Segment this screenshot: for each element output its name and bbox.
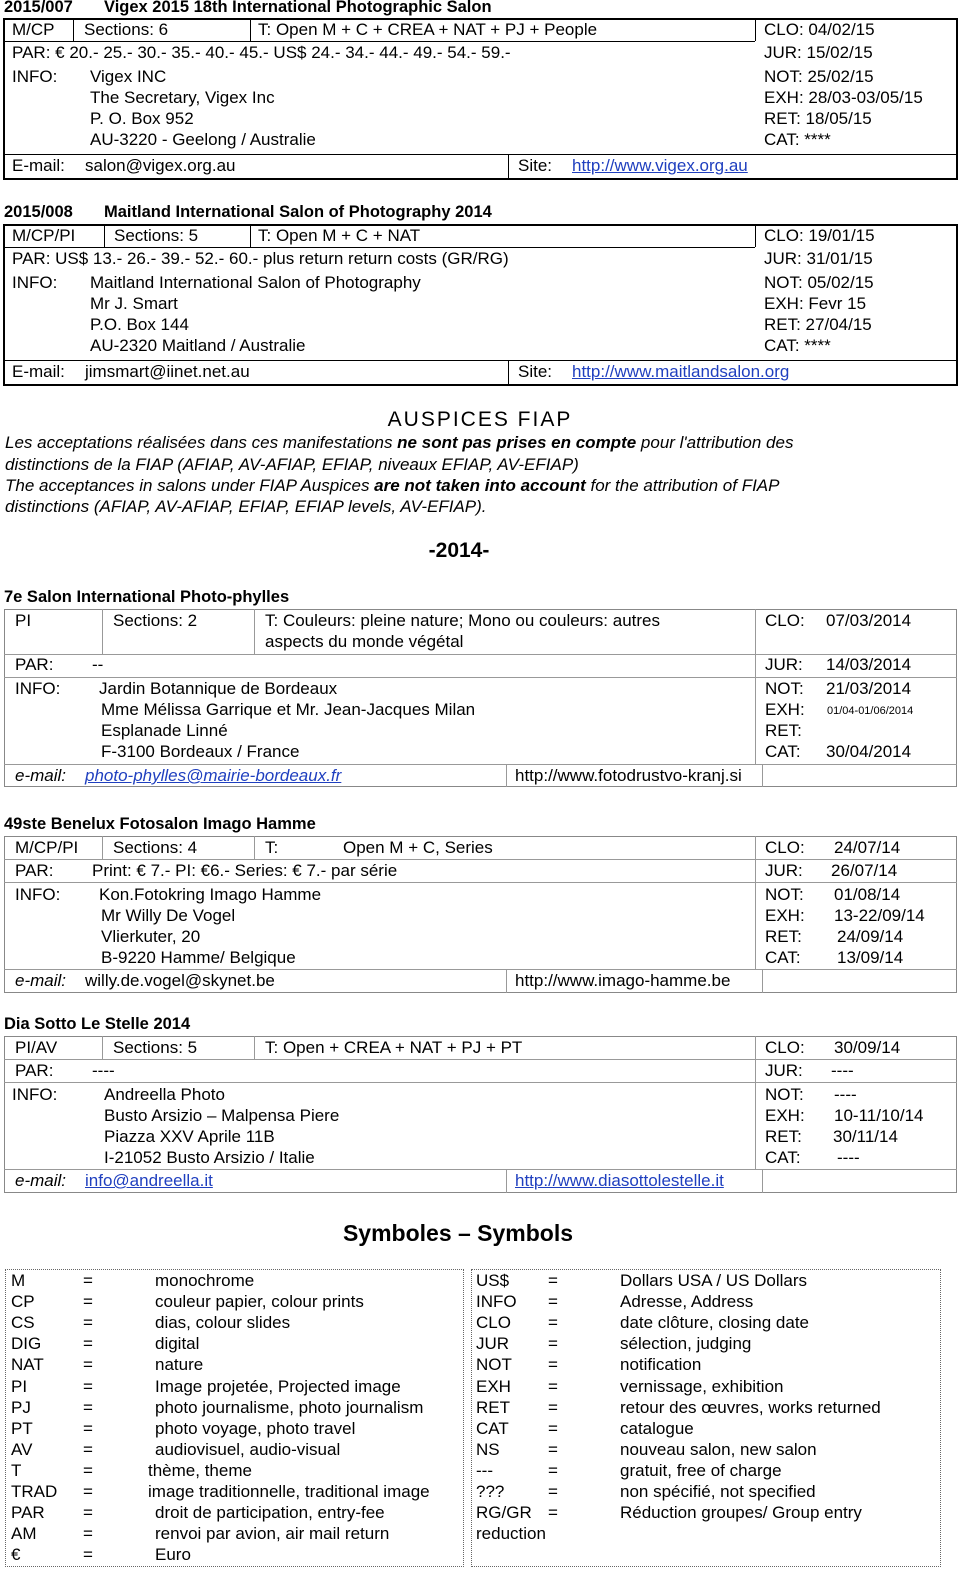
salon4-clo-label: CLO: <box>765 838 805 857</box>
salon3-themes-1: T: Couleurs: pleine nature; Mono ou couleurs: autres <box>265 611 661 630</box>
salon3-info-line: F-3100 Bordeaux / France <box>101 742 300 761</box>
salon1-cat: M/CP <box>12 20 55 39</box>
salon4-clo: 24/07/14 <box>834 838 901 857</box>
symbol-right-eq: = <box>548 1439 558 1459</box>
salon2-col-line <box>755 224 756 247</box>
salon1-jur: JUR: 15/02/15 <box>764 43 873 62</box>
symbol-right-eq: = <box>548 1271 558 1290</box>
salon3-title: 7e Salon International Photo-phylles <box>4 588 290 606</box>
salon2-jur: JUR: 31/01/15 <box>764 249 873 268</box>
salon2-email[interactable]: jimsmart@iinet.net.au <box>85 362 250 381</box>
salon4-email-label: e-mail: <box>15 971 67 990</box>
symbol-right-desc: Réduction groupes/ Group entry <box>620 1503 862 1523</box>
symbol-left-abbr: PAR <box>11 1503 45 1523</box>
symbols-title: Symboles – Symbols <box>342 1220 574 1246</box>
salon4-cat2: 13/09/14 <box>837 948 904 967</box>
salon3-info-label: INFO: <box>15 679 61 698</box>
symbol-left-eq: = <box>83 1482 93 1501</box>
salon2-clo: CLO: 19/01/15 <box>764 226 875 245</box>
salon4-info-line: Kon.Fotokring Imago Hamme <box>99 885 322 904</box>
salon5-row-line <box>4 1082 957 1083</box>
symbol-right-eq: = <box>548 1313 558 1333</box>
symbol-left-abbr: PI <box>11 1376 28 1396</box>
symbol-left-eq: = <box>83 1313 93 1333</box>
salon3-not: 21/03/2014 <box>826 679 912 698</box>
salon3-clo: 07/03/2014 <box>826 611 912 630</box>
salon3-jur-label: JUR: <box>765 655 803 674</box>
salon4-jur-label: JUR: <box>765 861 803 880</box>
salon5-info-line: I-21052 Busto Arsizio / Italie <box>104 1148 315 1167</box>
salon4-row-line <box>4 969 957 970</box>
salon3-row-line <box>4 677 957 678</box>
symbol-right-desc: sélection, judging <box>620 1334 752 1354</box>
salon2-exh: EXH: Fevr 15 <box>764 294 867 313</box>
salon4-not-label: NOT: <box>765 885 804 904</box>
salon5-site-link[interactable]: http://www.diasottolestelle.it <box>515 1171 724 1190</box>
salon2-info-line: AU-2320 Maitland / Australie <box>90 336 306 355</box>
salon3-sections: Sections: 2 <box>113 611 198 630</box>
symbol-right-eq: = <box>548 1397 558 1417</box>
auspices-en-line1 <box>5 476 779 496</box>
symbol-right-desc: gratuit, free of charge <box>620 1460 782 1480</box>
salon1-info-line: P. O. Box 952 <box>90 109 194 128</box>
symbol-right-eq: = <box>548 1292 558 1312</box>
salon1-col-line <box>755 18 756 41</box>
salon5-col-line <box>755 1036 756 1169</box>
salon1-info-line: AU-3220 - Geelong / Australie <box>90 130 316 149</box>
symbol-left-desc: photo journalisme, photo journalism <box>155 1397 424 1417</box>
symbol-left-eq: = <box>83 1460 93 1480</box>
salon3-col-line <box>506 764 507 787</box>
salon2-row-line <box>3 247 755 248</box>
salon1-clo: CLO: 04/02/15 <box>764 20 875 39</box>
symbol-right-abbr: US$ <box>476 1271 510 1290</box>
symbol-left-abbr: PT <box>11 1418 33 1438</box>
symbol-left-desc: droit de participation, entry-fee <box>155 1503 385 1523</box>
salon3-email-label: e-mail: <box>15 766 67 785</box>
symbol-right-abbr: RG/GR <box>476 1503 532 1523</box>
symbol-right-abbr: NS <box>476 1439 500 1459</box>
salon5-par-label: PAR: <box>15 1061 54 1080</box>
salon2-sections: Sections: 5 <box>114 226 199 245</box>
symbol-left-eq: = <box>83 1376 93 1396</box>
symbol-right-desc: Adresse, Address <box>620 1292 754 1312</box>
salon3-col-line <box>254 609 255 654</box>
salon5-exh: 10-11/10/14 <box>834 1106 924 1125</box>
salon1-col-line <box>73 18 74 41</box>
auspices-fr-line2: distinctions de la FIAP (AFIAP, AV-AFIAP, EFIAP, niveaux EFIAP, AV-EFIAP) <box>5 455 579 474</box>
symbol-left-abbr: NAT <box>11 1355 44 1375</box>
salon3-row-line <box>4 764 957 765</box>
salon5-cat-label: CAT: <box>765 1148 801 1167</box>
symbol-right-abbr: INFO <box>476 1292 517 1312</box>
symbol-left-abbr: M <box>11 1271 26 1290</box>
salon5-sections: Sections: 5 <box>113 1038 198 1057</box>
salon5-clo: 30/09/14 <box>834 1038 901 1057</box>
salon1-par: PAR: € 20.- 25.- 30.- 35.- 40.- 45.- US$ 24.- 34.- 44.- 49.- 54.- 59.- <box>12 43 511 62</box>
symbol-left-eq: = <box>83 1503 93 1523</box>
salon1-ret: RET: 18/05/15 <box>764 109 872 128</box>
salon3-jur: 14/03/2014 <box>826 655 912 674</box>
salon4-col-line <box>102 836 103 859</box>
salon1-email[interactable]: salon@vigex.org.au <box>85 156 236 175</box>
salon1-sections: Sections: 6 <box>84 20 169 39</box>
symbol-left-desc: image traditionnelle, traditional image <box>148 1482 430 1501</box>
salon2-info-line: Mr J. Smart <box>90 294 178 313</box>
symbol-right-abbr: RET <box>476 1397 510 1417</box>
salon4-themes: Open M + C, Series <box>343 838 493 857</box>
symbol-left-eq: = <box>83 1355 93 1375</box>
symbol-right-eq: = <box>548 1418 558 1438</box>
symbol-right-eq: = <box>548 1376 558 1396</box>
salon1-code: 2015/007 <box>4 0 73 16</box>
auspices-fr-line1 <box>5 433 793 453</box>
salon2-par: PAR: US$ 13.- 26.- 39.- 52.- 60.- plus return return costs (GR/RG) <box>12 249 509 268</box>
salon5-not: ---- <box>834 1085 857 1104</box>
symbol-left-eq: = <box>83 1292 93 1312</box>
symbol-left-desc: digital <box>155 1334 200 1354</box>
salon1-themes: T: Open M + C + CREA + NAT + PJ + People <box>258 20 598 39</box>
salon2-info-label: INFO: <box>12 273 58 292</box>
symbol-left-abbr: CS <box>11 1313 35 1333</box>
salon4-row-line <box>4 859 957 860</box>
salon5-exh-label: EXH: <box>765 1106 805 1125</box>
salon1-col-line <box>508 154 509 180</box>
symbol-left-desc: audiovisuel, audio-visual <box>155 1439 341 1459</box>
salon4-exh-label: EXH: <box>765 906 805 925</box>
salon2-ret: RET: 27/04/15 <box>764 315 872 334</box>
symbol-left-eq: = <box>83 1545 93 1565</box>
symbol-right-desc: catalogue <box>620 1418 694 1438</box>
salon5-col-line <box>506 1169 507 1193</box>
salon1-cat2: CAT: **** <box>764 130 831 149</box>
auspices-en-bold: are not taken into account <box>374 476 586 495</box>
salon5-title: Dia Sotto Le Stelle 2014 <box>4 1015 191 1033</box>
salon5-themes: T: Open + CREA + NAT + PJ + PT <box>265 1038 523 1057</box>
salon4-sections: Sections: 4 <box>113 838 198 857</box>
auspices-title: AUSPICES FIAP <box>387 408 573 431</box>
salon1-info-line: Vigex INC <box>90 67 167 86</box>
symbol-left-desc: couleur papier, colour prints <box>155 1292 364 1312</box>
salon5-ret: 30/11/14 <box>833 1127 898 1146</box>
symbol-left-abbr: DIG <box>11 1334 42 1354</box>
salon5-not-label: NOT: <box>765 1085 804 1104</box>
symbol-right-eq: = <box>548 1460 558 1480</box>
year-heading: -2014- <box>428 539 490 562</box>
symbol-left-desc: renvoi par avion, air mail return <box>155 1524 390 1544</box>
symbol-right-abbr: ??? <box>476 1482 505 1501</box>
symbol-right-abbr: --- <box>476 1460 493 1480</box>
salon5-info-line: Andreella Photo <box>104 1085 225 1104</box>
salon2-code: 2015/008 <box>4 203 73 221</box>
symbol-right-abbr: JUR <box>476 1334 510 1354</box>
salon5-cat2: ---- <box>837 1148 860 1167</box>
salon5-info-label: INFO: <box>12 1085 58 1104</box>
symbol-right-desc: retour des œuvres, works returned <box>620 1397 881 1417</box>
symbol-right-abbr: EXH <box>476 1376 511 1396</box>
salon1-title: Vigex 2015 18th International Photographic Salon <box>104 0 492 16</box>
salon4-not: 01/08/14 <box>834 885 901 904</box>
symbol-left-eq: = <box>83 1334 93 1354</box>
salon5-email[interactable]: info@andreella.it <box>85 1171 213 1190</box>
auspices-en-text: The acceptances in salons under FIAP Auspices <box>5 476 375 495</box>
salon4-site-link[interactable]: http://www.imago-hamme.be <box>515 971 731 990</box>
salon2-site-label: Site: <box>518 362 553 381</box>
salon4-info-line: Vlierkuter, 20 <box>101 927 201 946</box>
salon3-col-line <box>762 764 763 787</box>
symbol-left-eq: = <box>83 1524 93 1544</box>
symbol-right-desc: vernissage, exhibition <box>620 1376 784 1396</box>
salon1-col-line <box>250 18 251 41</box>
salon3-par: -- <box>92 655 104 674</box>
salon5-par: ---- <box>92 1061 115 1080</box>
salon3-site-link[interactable]: http://www.fotodrustvo-kranj.si <box>515 766 742 785</box>
salon4-title: 49ste Benelux Fotosalon Imago Hamme <box>4 815 316 833</box>
salon1-exh: EXH: 28/03-03/05/15 <box>764 88 923 107</box>
salon2-themes: T: Open M + C + NAT <box>258 226 421 245</box>
symbol-right-abbr: reduction <box>476 1524 546 1544</box>
auspices-fr-text: pour l'attribution des <box>636 433 794 452</box>
salon4-themes-label: T: <box>265 838 279 857</box>
salon3-email[interactable]: photo-phylles@mairie-bordeaux.fr <box>85 766 342 785</box>
symbol-right-abbr: NOT <box>476 1355 512 1375</box>
salon2-cat: M/CP/PI <box>12 226 76 245</box>
symbol-right-desc: Dollars USA / US Dollars <box>620 1271 808 1290</box>
salon4-cat-label: CAT: <box>765 948 801 967</box>
salon3-themes-2: aspects du monde végétal <box>265 632 464 651</box>
symbol-left-desc: thème, theme <box>148 1460 252 1480</box>
salon1-site-link[interactable]: http://www.vigex.org.au <box>572 156 748 175</box>
salon5-col-line <box>102 1036 103 1059</box>
symbol-left-desc: dias, colour slides <box>155 1313 291 1333</box>
salon4-info-line: Mr Willy De Vogel <box>101 906 236 925</box>
symbol-left-desc: nature <box>155 1355 204 1375</box>
salon4-jur: 26/07/14 <box>831 861 898 880</box>
symbol-left-abbr: CP <box>11 1292 35 1312</box>
symbol-left-abbr: AM <box>11 1524 37 1544</box>
salon3-clo-label: CLO: <box>765 611 805 630</box>
auspices-fr-text: Les acceptations réalisées dans ces manifestations <box>5 433 398 452</box>
salon5-col-line <box>254 1036 255 1059</box>
symbol-right-desc: non spécifié, not specified <box>620 1482 816 1501</box>
salon3-info-line: Esplanade Linné <box>101 721 228 740</box>
salon3-col-line <box>755 609 756 764</box>
symbol-right-desc: notification <box>620 1355 702 1375</box>
symbol-left-eq: = <box>83 1418 93 1438</box>
salon2-col-line <box>250 224 251 247</box>
salon1-email-label: E-mail: <box>12 156 65 175</box>
salon3-cat: PI <box>15 611 32 630</box>
symbol-left-abbr: TRAD <box>11 1482 58 1501</box>
salon3-info-line: Mme Mélissa Garrique et Mr. Jean-Jacques Milan <box>101 700 476 719</box>
salon5-jur-label: JUR: <box>765 1061 803 1080</box>
salon5-col-line <box>762 1169 763 1193</box>
symbol-right-desc: nouveau salon, new salon <box>620 1439 817 1459</box>
salon2-col-line <box>104 224 105 247</box>
salon5-cat: PI/AV <box>15 1038 58 1057</box>
salon2-cat2: CAT: **** <box>764 336 831 355</box>
symbol-right-abbr: CAT <box>476 1418 509 1438</box>
salon2-site-link[interactable]: http://www.maitlandsalon.org <box>572 362 790 381</box>
salon1-site-label: Site: <box>518 156 553 175</box>
salon2-info-line: Maitland International Salon of Photography <box>90 273 421 292</box>
salon2-col-line <box>508 360 509 386</box>
salon3-cat2: 30/04/2014 <box>826 742 912 761</box>
salon4-info-label: INFO: <box>15 885 61 904</box>
salon4-par: Print: € 7.- PI: €6.- Series: € 7.- par série <box>92 861 398 880</box>
salon3-cat-label: CAT: <box>765 742 801 761</box>
salon4-exh: 13-22/09/14 <box>834 906 925 925</box>
symbol-left-desc: Euro <box>155 1545 191 1565</box>
auspices-fr-bold: ne sont pas prises en compte <box>397 433 637 452</box>
symbol-right-eq: = <box>548 1482 558 1501</box>
symbol-left-abbr: T <box>11 1460 22 1480</box>
auspices-en-text: for the attribution of FIAP <box>585 476 780 495</box>
symbol-left-eq: = <box>83 1397 93 1417</box>
salon5-row-line <box>4 1169 957 1170</box>
symbol-right-desc: date clôture, closing date <box>620 1313 810 1333</box>
salon4-info-line: B-9220 Hamme/ Belgique <box>101 948 296 967</box>
salon3-col-line <box>102 609 103 654</box>
salon3-not-label: NOT: <box>765 679 804 698</box>
salon1-row-line <box>3 154 958 155</box>
salon2-info-line: P.O. Box 144 <box>90 315 189 334</box>
salon5-jur: ---- <box>831 1061 854 1080</box>
salon1-info-label: INFO: <box>12 67 58 86</box>
salon5-ret-label: RET: <box>765 1127 802 1146</box>
auspices-en-line2: distinctions (AFIAP, AV-AFIAP, EFIAP, EFIAP levels, AV-EFIAP). <box>5 497 487 516</box>
symbol-left-abbr: PJ <box>11 1397 31 1417</box>
salon4-row-line <box>4 882 957 883</box>
symbol-right-eq: = <box>548 1355 558 1375</box>
symbol-right-abbr: CLO <box>476 1313 511 1333</box>
salon4-par-label: PAR: <box>15 861 54 880</box>
salon3-par-label: PAR: <box>15 655 54 674</box>
symbol-left-desc: photo voyage, photo travel <box>155 1418 356 1438</box>
salon1-info-line: The Secretary, Vigex Inc <box>90 88 275 107</box>
salon1-row-line <box>3 41 755 42</box>
salon4-ret-label: RET: <box>765 927 802 946</box>
symbol-left-desc: Image projetée, Projected image <box>155 1376 401 1396</box>
salon4-cat: M/CP/PI <box>15 838 79 857</box>
salon1-not: NOT: 25/02/15 <box>764 67 874 86</box>
symbol-left-desc: monochrome <box>155 1271 255 1290</box>
salon2-title: Maitland International Salon of Photography 2014 <box>104 203 492 221</box>
salon3-row-line <box>4 654 957 655</box>
salon5-row-line <box>4 1059 957 1060</box>
salon3-exh: 01/04-01/06/2014 <box>827 705 914 717</box>
salon4-email[interactable]: willy.de.vogel@skynet.be <box>85 971 275 990</box>
salon4-col-line <box>254 836 255 859</box>
salon5-info-line: Busto Arsizio – Malpensa Piere <box>104 1106 340 1125</box>
salon3-ret-label: RET: <box>765 721 802 740</box>
salon4-col-line <box>506 969 507 993</box>
salon3-exh-label: EXH: <box>765 700 805 719</box>
salon4-ret: 24/09/14 <box>837 927 904 946</box>
salon4-col-line <box>762 969 763 993</box>
symbol-left-abbr: € <box>11 1545 21 1565</box>
symbol-left-abbr: AV <box>11 1439 33 1459</box>
symbol-left-eq: = <box>83 1439 93 1459</box>
salon2-row-line <box>3 360 958 361</box>
symbol-right-eq: = <box>548 1334 558 1354</box>
salon5-clo-label: CLO: <box>765 1038 805 1057</box>
symbol-right-eq: = <box>548 1503 558 1523</box>
salon2-not: NOT: 05/02/15 <box>764 273 874 292</box>
salon5-info-line: Piazza XXV Aprile 11B <box>104 1127 275 1146</box>
symbol-left-eq: = <box>83 1271 93 1290</box>
salon4-col-line <box>755 836 756 969</box>
salon5-email-label: e-mail: <box>15 1171 67 1190</box>
salon3-info-line: Jardin Botannique de Bordeaux <box>99 679 338 698</box>
salon2-email-label: E-mail: <box>12 362 65 381</box>
